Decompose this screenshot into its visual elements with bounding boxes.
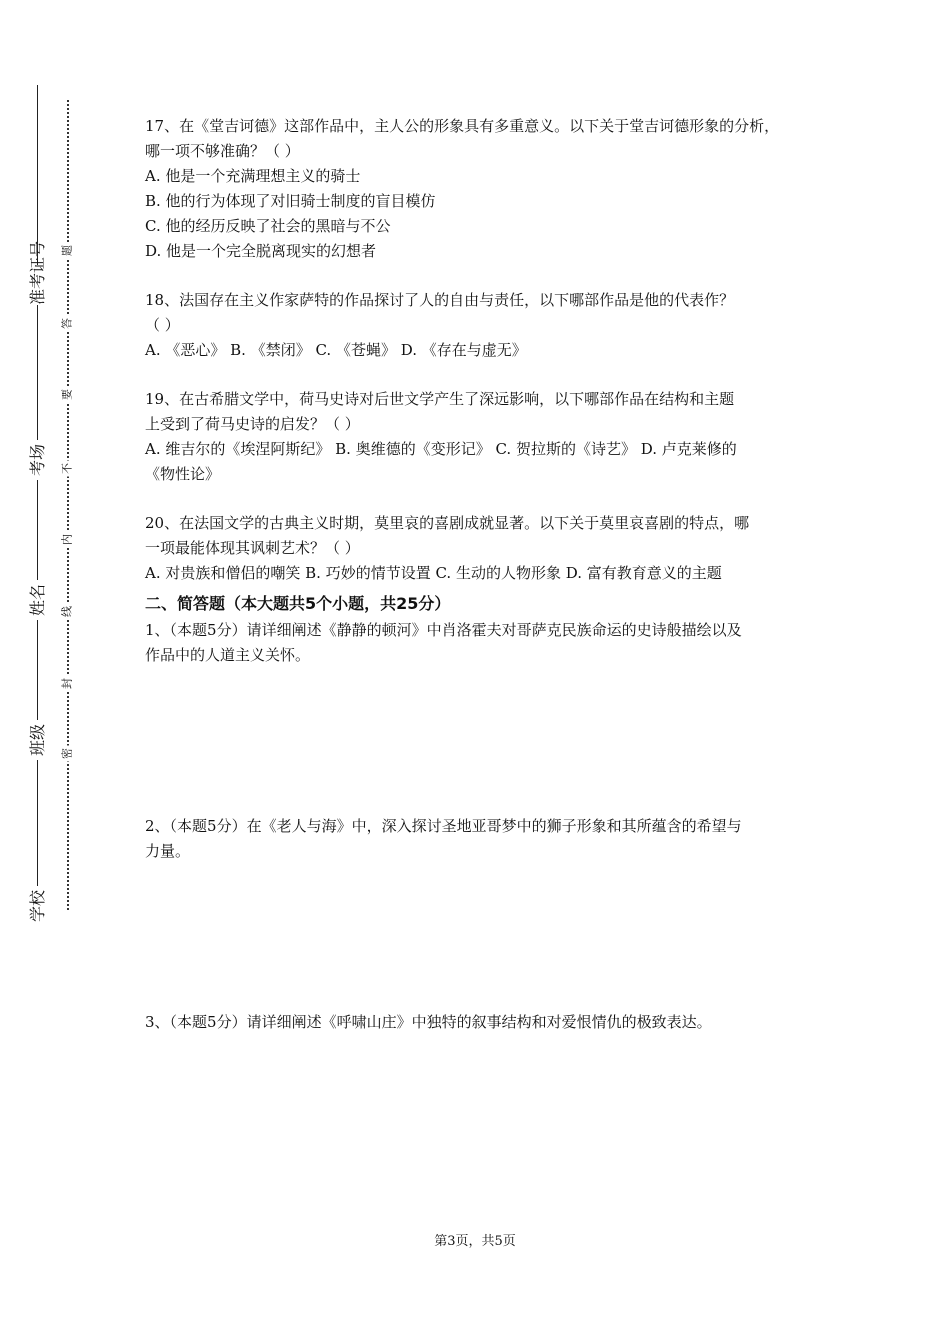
question-text: 20、在法国文学的古典主义时期，莫里哀的喜剧成就显著。以下关于莫里哀喜剧的特点，哪 (145, 514, 750, 532)
seal-char: 封 (62, 676, 73, 692)
question-text: 2、（本题5分）在《老人与海》中，深入探讨圣地亚哥梦中的狮子形象和其所蕴含的希望与 (145, 817, 742, 835)
short-answer-2 (145, 814, 825, 864)
question-18 (145, 288, 825, 363)
binding-margin (0, 0, 100, 1344)
short-answer-1 (145, 618, 825, 668)
page-number: 第3页，共5页 (434, 1234, 516, 1249)
field-exam-number: 准考证号 (28, 240, 47, 305)
question-text: 1、（本题5分）请详细阐述《静静的顿河》中肖洛霍夫对哥萨克民族命运的史诗般描绘以及 (145, 621, 742, 639)
binding-solid-line (37, 85, 38, 895)
question-text: （ ） (145, 316, 180, 334)
question-text: 18、法国存在主义作家萨特的作品探讨了人的自由与责任，以下哪部作品是他的代表作？ (145, 291, 735, 309)
option: A. 《恶心》 B. 《禁闭》 C. 《苍蝇》 D. 《存在与虚无》 (145, 341, 527, 359)
section-title: 二、简答题（本大题共5个小题，共25分） (145, 594, 451, 613)
question-text: 力量。 (145, 842, 191, 860)
seal-char: 内 (62, 532, 73, 548)
question-text: 一项最能体现其讽刺艺术？（ ） (145, 539, 360, 557)
question-text: 作品中的人道主义关怀。 (145, 646, 311, 664)
option: A. 他是一个充满理想主义的骑士 (145, 167, 361, 185)
seal-char: 线 (62, 604, 73, 620)
question-20 (145, 511, 825, 586)
question-text: 上受到了荷马史诗的启发？（ ） (145, 415, 360, 433)
field-exam-room: 考场 (30, 440, 46, 480)
option: 《物性论》 (145, 465, 221, 483)
field-class: 班级 (30, 720, 46, 760)
short-answer-3 (145, 1010, 825, 1035)
option: A. 维吉尔的《埃涅阿斯纪》 B. 奥维德的《变形记》 C. 贺拉斯的《诗艺》 D. 卢克莱修的 (145, 440, 737, 458)
question-text: 哪一项不够准确？（ ） (145, 142, 300, 160)
field-name: 姓名 (30, 580, 46, 620)
question-text: 3、（本题5分）请详细阐述《呼啸山庄》中独特的叙事结构和对爱恨情仇的极致表达。 (145, 1013, 712, 1031)
exam-content (145, 114, 825, 1035)
seal-char: 要 (62, 387, 73, 403)
seal-char: 题 (62, 243, 73, 259)
field-school: 学校 (30, 886, 46, 926)
question-17 (145, 114, 825, 264)
seal-char: 不 (62, 461, 73, 477)
question-19 (145, 387, 825, 487)
answer-space[interactable] (145, 668, 825, 814)
question-text: 19、在古希腊文学中，荷马史诗对后世文学产生了深远影响，以下哪部作品在结构和主题 (145, 390, 735, 408)
seal-char: 答 (62, 316, 73, 332)
option: B. 他的行为体现了对旧骑士制度的盲目模仿 (145, 192, 436, 210)
option: C. 他的经历反映了社会的黑暗与不公 (145, 217, 391, 235)
question-text: 17、在《堂吉诃德》这部作品中，主人公的形象具有多重意义。以下关于堂吉诃德形象的分析， (145, 117, 780, 135)
option: A. 对贵族和僧侣的嘲笑 B. 巧妙的情节设置 C. 生动的人物形象 D. 富有教育意义的主题 (145, 564, 722, 582)
seal-char: 密 (62, 746, 73, 762)
seal-dotted-line (67, 100, 69, 910)
answer-space[interactable] (145, 864, 825, 1010)
option: D. 他是一个完全脱离现实的幻想者 (145, 242, 377, 260)
